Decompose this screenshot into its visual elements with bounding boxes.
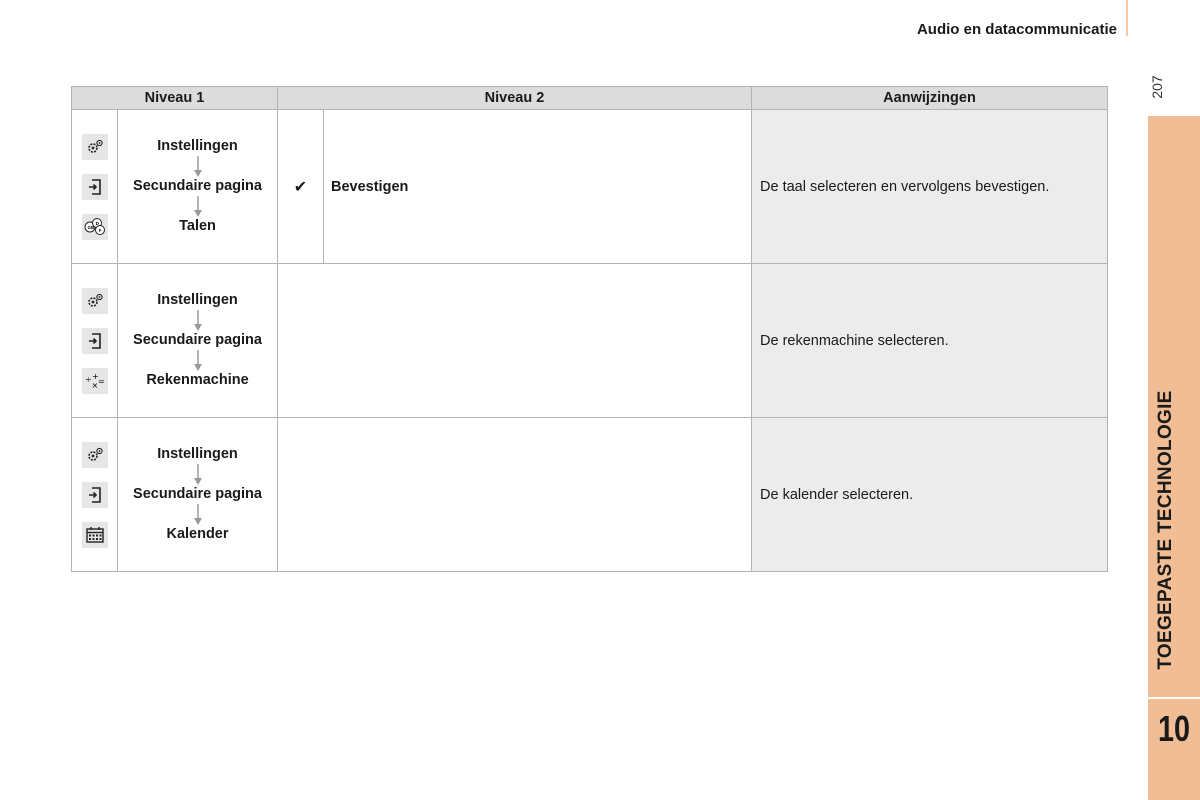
note-cell: De taal selecteren en vervolgens bevestigen. — [752, 110, 1108, 264]
calendar-icon — [82, 522, 108, 548]
languages-icon — [82, 214, 108, 240]
arrow-down-icon — [193, 309, 203, 332]
step-secondary-page: Secundaire pagina — [133, 178, 262, 194]
settings-icon — [82, 442, 108, 468]
level1-path-cell — [118, 418, 278, 572]
chapter-title: TOEGEPASTE TECHNOLOGIE — [1155, 390, 1176, 670]
svg-text:+: + — [91, 371, 99, 381]
level1-path-cell — [118, 110, 278, 264]
menu-navigation-table — [71, 86, 1108, 572]
secondary-page-icon — [82, 482, 108, 508]
level1-path-cell — [118, 264, 278, 418]
arrow-down-icon — [193, 195, 203, 218]
arrow-down-icon — [193, 503, 203, 526]
checkmark-icon: ✔ — [278, 110, 324, 264]
step-settings: Instellingen — [157, 446, 238, 462]
icon-cell — [72, 264, 118, 418]
note-cell: De kalender selecteren. — [752, 418, 1108, 572]
step-secondary-page: Secundaire pagina — [133, 486, 262, 502]
svg-text:GB: GB — [87, 224, 94, 230]
section-title: Audio en datacommunicatie — [916, 21, 1117, 38]
level2-confirm-label: Bevestigen — [324, 110, 752, 264]
svg-text:F: F — [98, 227, 101, 233]
table-row — [72, 264, 1108, 418]
table-row — [72, 110, 1108, 264]
calculator-icon — [82, 368, 108, 394]
step-settings: Instellingen — [157, 138, 238, 154]
secondary-page-icon — [82, 328, 108, 354]
step-secondary-page: Secundaire pagina — [133, 332, 262, 348]
arrow-down-icon — [193, 463, 203, 486]
svg-text:×: × — [91, 380, 98, 390]
level2-empty-cell — [278, 264, 752, 418]
header-level2: Niveau 2 — [278, 87, 752, 110]
level2-empty-cell — [278, 418, 752, 572]
settings-icon — [82, 288, 108, 314]
header-level1: Niveau 1 — [72, 87, 278, 110]
svg-text:D: D — [95, 220, 99, 226]
arrow-down-icon — [193, 155, 203, 178]
svg-text:=: = — [97, 376, 105, 386]
table-header-row — [72, 87, 1108, 110]
step-settings: Instellingen — [157, 292, 238, 308]
chapter-tab-divider — [1148, 697, 1200, 699]
step-calendar: Kalender — [166, 526, 229, 542]
page-number: 207 — [1149, 75, 1165, 99]
table-row — [72, 418, 1108, 572]
settings-icon — [82, 134, 108, 160]
icon-cell — [72, 110, 118, 264]
header-notes: Aanwijzingen — [752, 87, 1108, 110]
step-languages: Talen — [179, 218, 216, 234]
note-cell: De rekenmachine selecteren. — [752, 264, 1108, 418]
svg-text:÷: ÷ — [84, 374, 92, 384]
arrow-down-icon — [193, 349, 203, 372]
header-divider — [1126, 0, 1128, 36]
chapter-number: 10 — [1157, 708, 1191, 749]
secondary-page-icon — [82, 174, 108, 200]
step-calculator: Rekenmachine — [146, 372, 249, 388]
icon-cell — [72, 418, 118, 572]
